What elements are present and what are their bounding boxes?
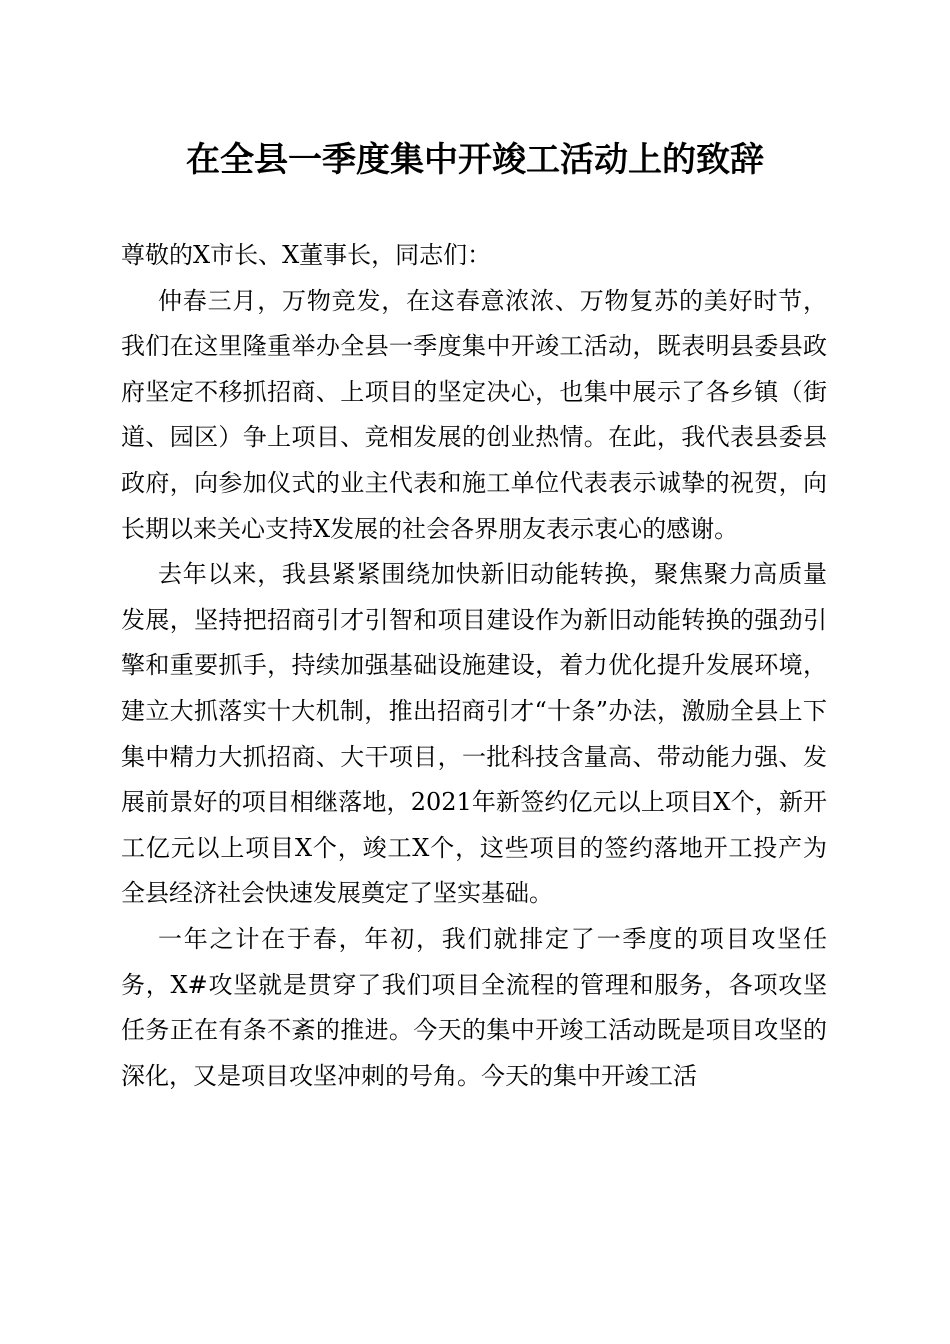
document-body xyxy=(121,233,827,1099)
paragraph-2: 去年以来，我县紧紧围绕加快新旧动能转换，聚焦聚力高质量发展，坚持把招商引才引智和项目建设作为新旧动能转换的强劲引擎和重要抓手，持续加强基础设施建设，着力优化提升发展环境，建立大抓落实十大机制，推出招商引才“十条”办法，激励全县上下集中精力大抓招商、大干项目，一批科技含量高、带动能力强、发展前景好的项目相继落地，2021年新签约亿元以上项目X个，新开工亿元以上项目X个，竣工X个，这些项目的签约落地开工投产为全县经济社会快速发展奠定了坚实基础。 xyxy=(121,560,827,908)
paragraph-1: 仲春三月，万物竞发，在这春意浓浓、万物复苏的美好时节，我们在这里隆重举办全县一季度集中开竣工活动，既表明县委县政府坚定不移抓招商、上项目的坚定决心，也集中展示了各乡镇（街道、园区）争上项目、竞相发展的创业热情。在此，我代表县委县政府，向参加仪式的业主代表和施工单位代表表示诚挚的祝贺，向长期以来关心支持X发展的社会各界朋友表示衷心的感谢。 xyxy=(121,286,827,543)
document-title: 在全县一季度集中开竣工活动上的致辞 xyxy=(186,140,764,180)
salutation: 尊敬的X市长、X董事长，同志们： xyxy=(121,241,492,269)
paragraph-3: 一年之计在于春，年初，我们就排定了一季度的项目攻坚任务，X#攻坚就是贯穿了我们项目全流程的管理和服务，各项攻坚任务正在有条不紊的推进。今天的集中开竣工活动既是项目攻坚的深化，又是项目攻坚冲刺的号角。今天的集中开竣工活 xyxy=(121,924,827,1090)
